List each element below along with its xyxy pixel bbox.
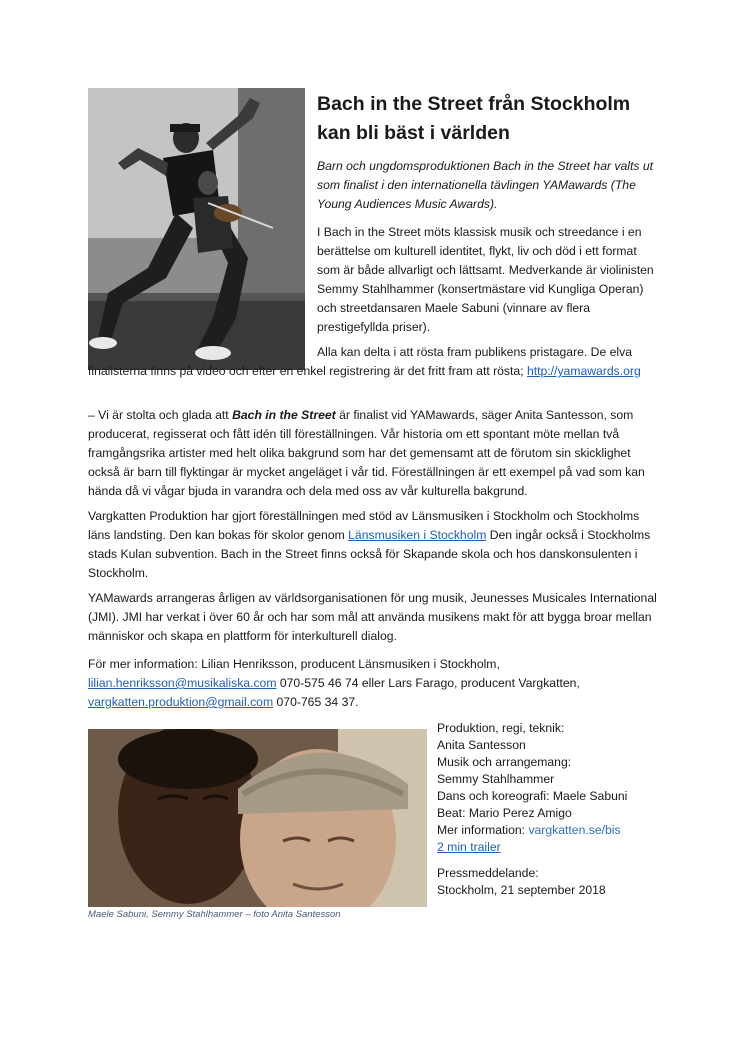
credits-block [437, 720, 667, 856]
quote-pre: – Vi är stolta och glada att [88, 408, 233, 422]
credit-music-label: Musik och arrangemang: [437, 755, 572, 769]
voting-paragraph [88, 343, 658, 381]
dancer-violinist-photo [88, 88, 305, 370]
voting-text: Alla kan delta i att rösta fram publikens pristagare. De elva finalisterna finns på video och efter en enkel registrering är det fritt fram att rösta; [88, 345, 633, 378]
production-paragraph [88, 507, 658, 583]
contact-mid: 070-575 46 74 eller Lars Farago, producent Vargkatten, [276, 676, 580, 690]
credit-music-name: Semmy Stahlhammer [437, 772, 555, 786]
production-pre: Vargkatten Produktion har gjort föreställningen med stöd av Länsmusiken i Stockholm och Stockholms läns landsting. Den kan bokas för skolor genom [88, 509, 640, 542]
press-block [437, 865, 667, 899]
credit-production-label: Produktion, regi, teknik: [437, 721, 565, 735]
contact-end: 070-765 34 37. [273, 695, 359, 709]
email-link-vargkatten[interactable]: vargkatten.produktion@gmail.com [88, 695, 274, 709]
quote-paragraph [88, 406, 658, 501]
credit-dance: Dans och koreografi: Maele Sabuni [437, 789, 628, 803]
performers-photo [88, 729, 427, 907]
page-title: Bach in the Street från Stockholm kan bli bäst i världen [317, 93, 631, 144]
credit-trailer [437, 839, 667, 856]
contact-line1: För mer information: Lilian Henriksson, producent Länsmusiken i Stockholm, [88, 657, 500, 671]
press-date: Stockholm, 21 september 2018 [437, 883, 606, 897]
description-paragraph: I Bach in the Street möts klassisk musik och streedance i en berättelse om kulturell identitet, flykt, liv och död i ett format som är både allvarligt och lättsamt. Medverkande är violinisten Semmy Stahlhammer (konsertmästare vid Kungliga Operan) och streetdansaren Maele Sabuni (vinnare av flera prestigefyllda priser). [317, 225, 654, 334]
yamawards-link[interactable]: http://yamawards.org [526, 364, 641, 378]
more-info-label: Mer information: [437, 823, 529, 837]
contact-paragraph [88, 655, 658, 712]
trailer-link[interactable]: 2 min trailer [437, 840, 501, 854]
yamawards-paragraph: YAMawards arrangeras årligen av världsorganisationen för ung musik, Jeunesses Musicales International (JMI). JMI har verkat i över 60 år och har som mål att använda musikens makt för att bygga broar mellan människor och skapa en plattform för interkulturell dialog. [88, 591, 657, 643]
vargkatten-link[interactable]: vargkatten.se/bis [528, 823, 621, 837]
production-post: Den ingår också i Stockholms stads Kulan subvention. Bach in the Street finns också för Skapande skola och hos danskonsulenten i Stockholm. [88, 528, 651, 580]
press-label: Pressmeddelande: [437, 866, 539, 880]
credit-production-name: Anita Santesson [437, 738, 526, 752]
credit-more-info [437, 822, 667, 839]
photo-caption: Maele Sabuni, Semmy Stahlhammer – foto Anita Santesson [88, 909, 341, 920]
lansmusiken-link[interactable]: Länsmusiken i Stockholm [348, 528, 487, 542]
credit-beat: Beat: Mario Perez Amigo [437, 806, 572, 820]
performers-illustration [88, 729, 427, 907]
email-link-lilian[interactable]: lilian.henriksson@musikaliska.com [88, 676, 277, 690]
lead-paragraph: Barn och ungdomsproduktionen Bach in the Street har valts ut som finalist i den internationella tävlingen YAMawards (The Young Audiences Music Awards). [317, 159, 654, 211]
quote-post: är finalist vid YAMawards, säger Anita Santesson, som producerat, regisserat och fått idén till föreställningen. Vår historia om ett spontant möte mellan två framgångsrika artister med helt olika bakgrund som har det gemensamt att de förutom sin skicklighet också är barn till flyktingar är mycket angeläget i vår tid. Föreställningen är ett exempel på vad som kan hända då vi vågar bjuda in varandra och dela med oss av vår kulturella bakgrund. [88, 408, 645, 498]
quote-show-title: Bach in the Street [232, 408, 336, 422]
dancer-violinist-illustration [88, 88, 305, 370]
